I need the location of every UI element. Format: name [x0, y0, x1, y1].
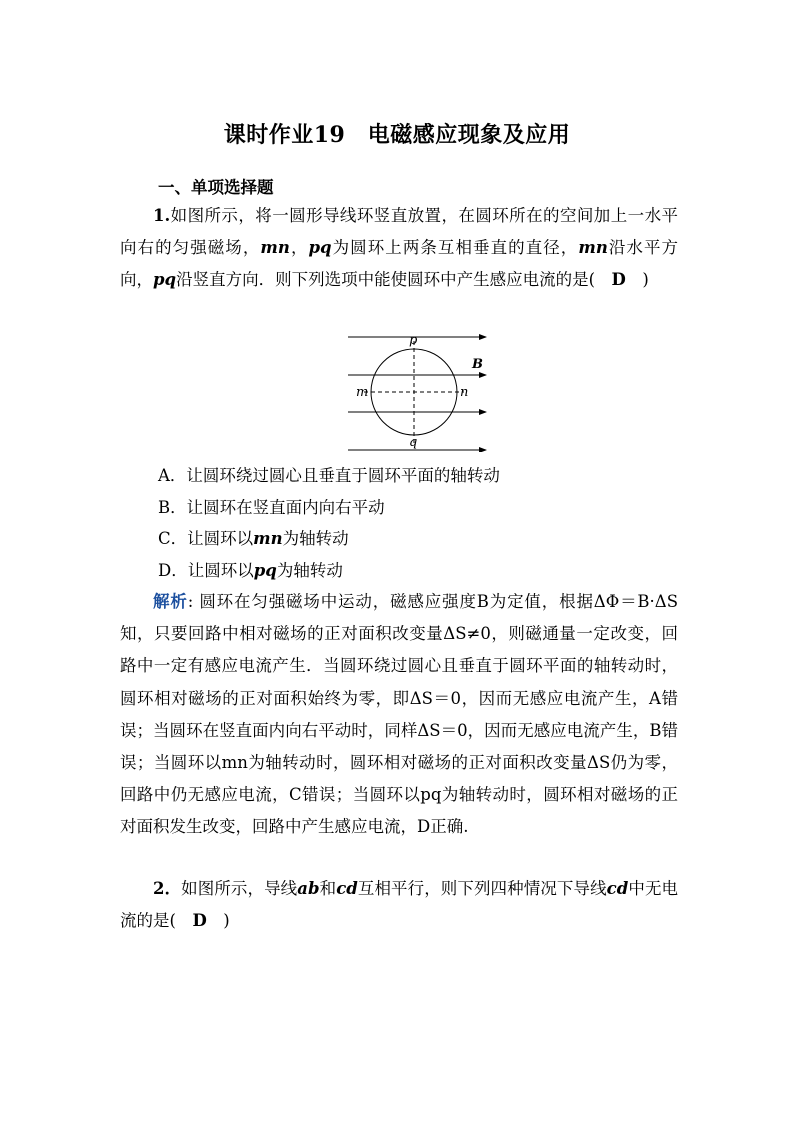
question-number: 1. [153, 206, 171, 225]
options-list [158, 460, 500, 586]
section-heading: 一、单项选择题 [158, 178, 274, 197]
question-1: 1.如图所示，将一圆形导线环竖直放置，在圆环所在的空间加上一水平向右的匀强磁场，mn，pq为圆环上两条互相垂直的直径，mn沿水平方向，pq沿竖直方向．则下列选项中能使圆环中产生感应电流的是( D ) [120, 206, 679, 290]
answer-label: D [192, 911, 207, 931]
option-c: C．让圆环以mn为轴转动 [158, 529, 349, 548]
page-title: 课时作业19 电磁感应现象及应用 [223, 122, 571, 148]
label-n: n [460, 385, 469, 400]
question-number: 2． [153, 879, 182, 898]
explanation-label: 解析 [153, 592, 188, 611]
label-p: p [409, 333, 418, 348]
label-B: B [472, 357, 483, 372]
question-2: 2．如图所示，导线ab和cd互相平行，则下列四种情况下导线cd中无电流的是( D ) [120, 879, 679, 931]
explanation [120, 586, 678, 844]
option-a: A．让圆环绕过圆心且垂直于圆环平面的轴转动 [158, 466, 500, 485]
explanation-text: : 圆环在匀强磁场中运动，磁感应强度B为定值，根据ΔΦ＝B·ΔS知，只要回路中相对磁场的正对面积改变量ΔS≠0，则磁通量一定改变，回路中一定有感应电流产生．当圆环绕过圆心且垂直于圆环平面的轴转动时，圆环相对磁场的正对面积始终为零，即ΔS＝0，因而无感应电流产生，A错误；当圆环在竖直面内向右平动时，同样ΔS＝0，因而无感应电流产生，B错误；当圆环以mn为轴转动时，圆环相对磁场的正对面积改变量ΔS仍为零，回路中仍无感应电流，C错误；当圆环以pq为轴转动时，圆环相对磁场的正对面积发生改变，回路中产生感应电流，D正确. [120, 592, 678, 837]
option-b: B．让圆环在竖直面内向右平动 [158, 497, 385, 517]
label-q: q [409, 435, 418, 450]
magnetic-field-ring-figure [340, 328, 490, 452]
answer-label: D [611, 270, 626, 290]
label-m: m [356, 385, 369, 400]
option-d: D．让圆环以pq为轴转动 [158, 560, 343, 580]
